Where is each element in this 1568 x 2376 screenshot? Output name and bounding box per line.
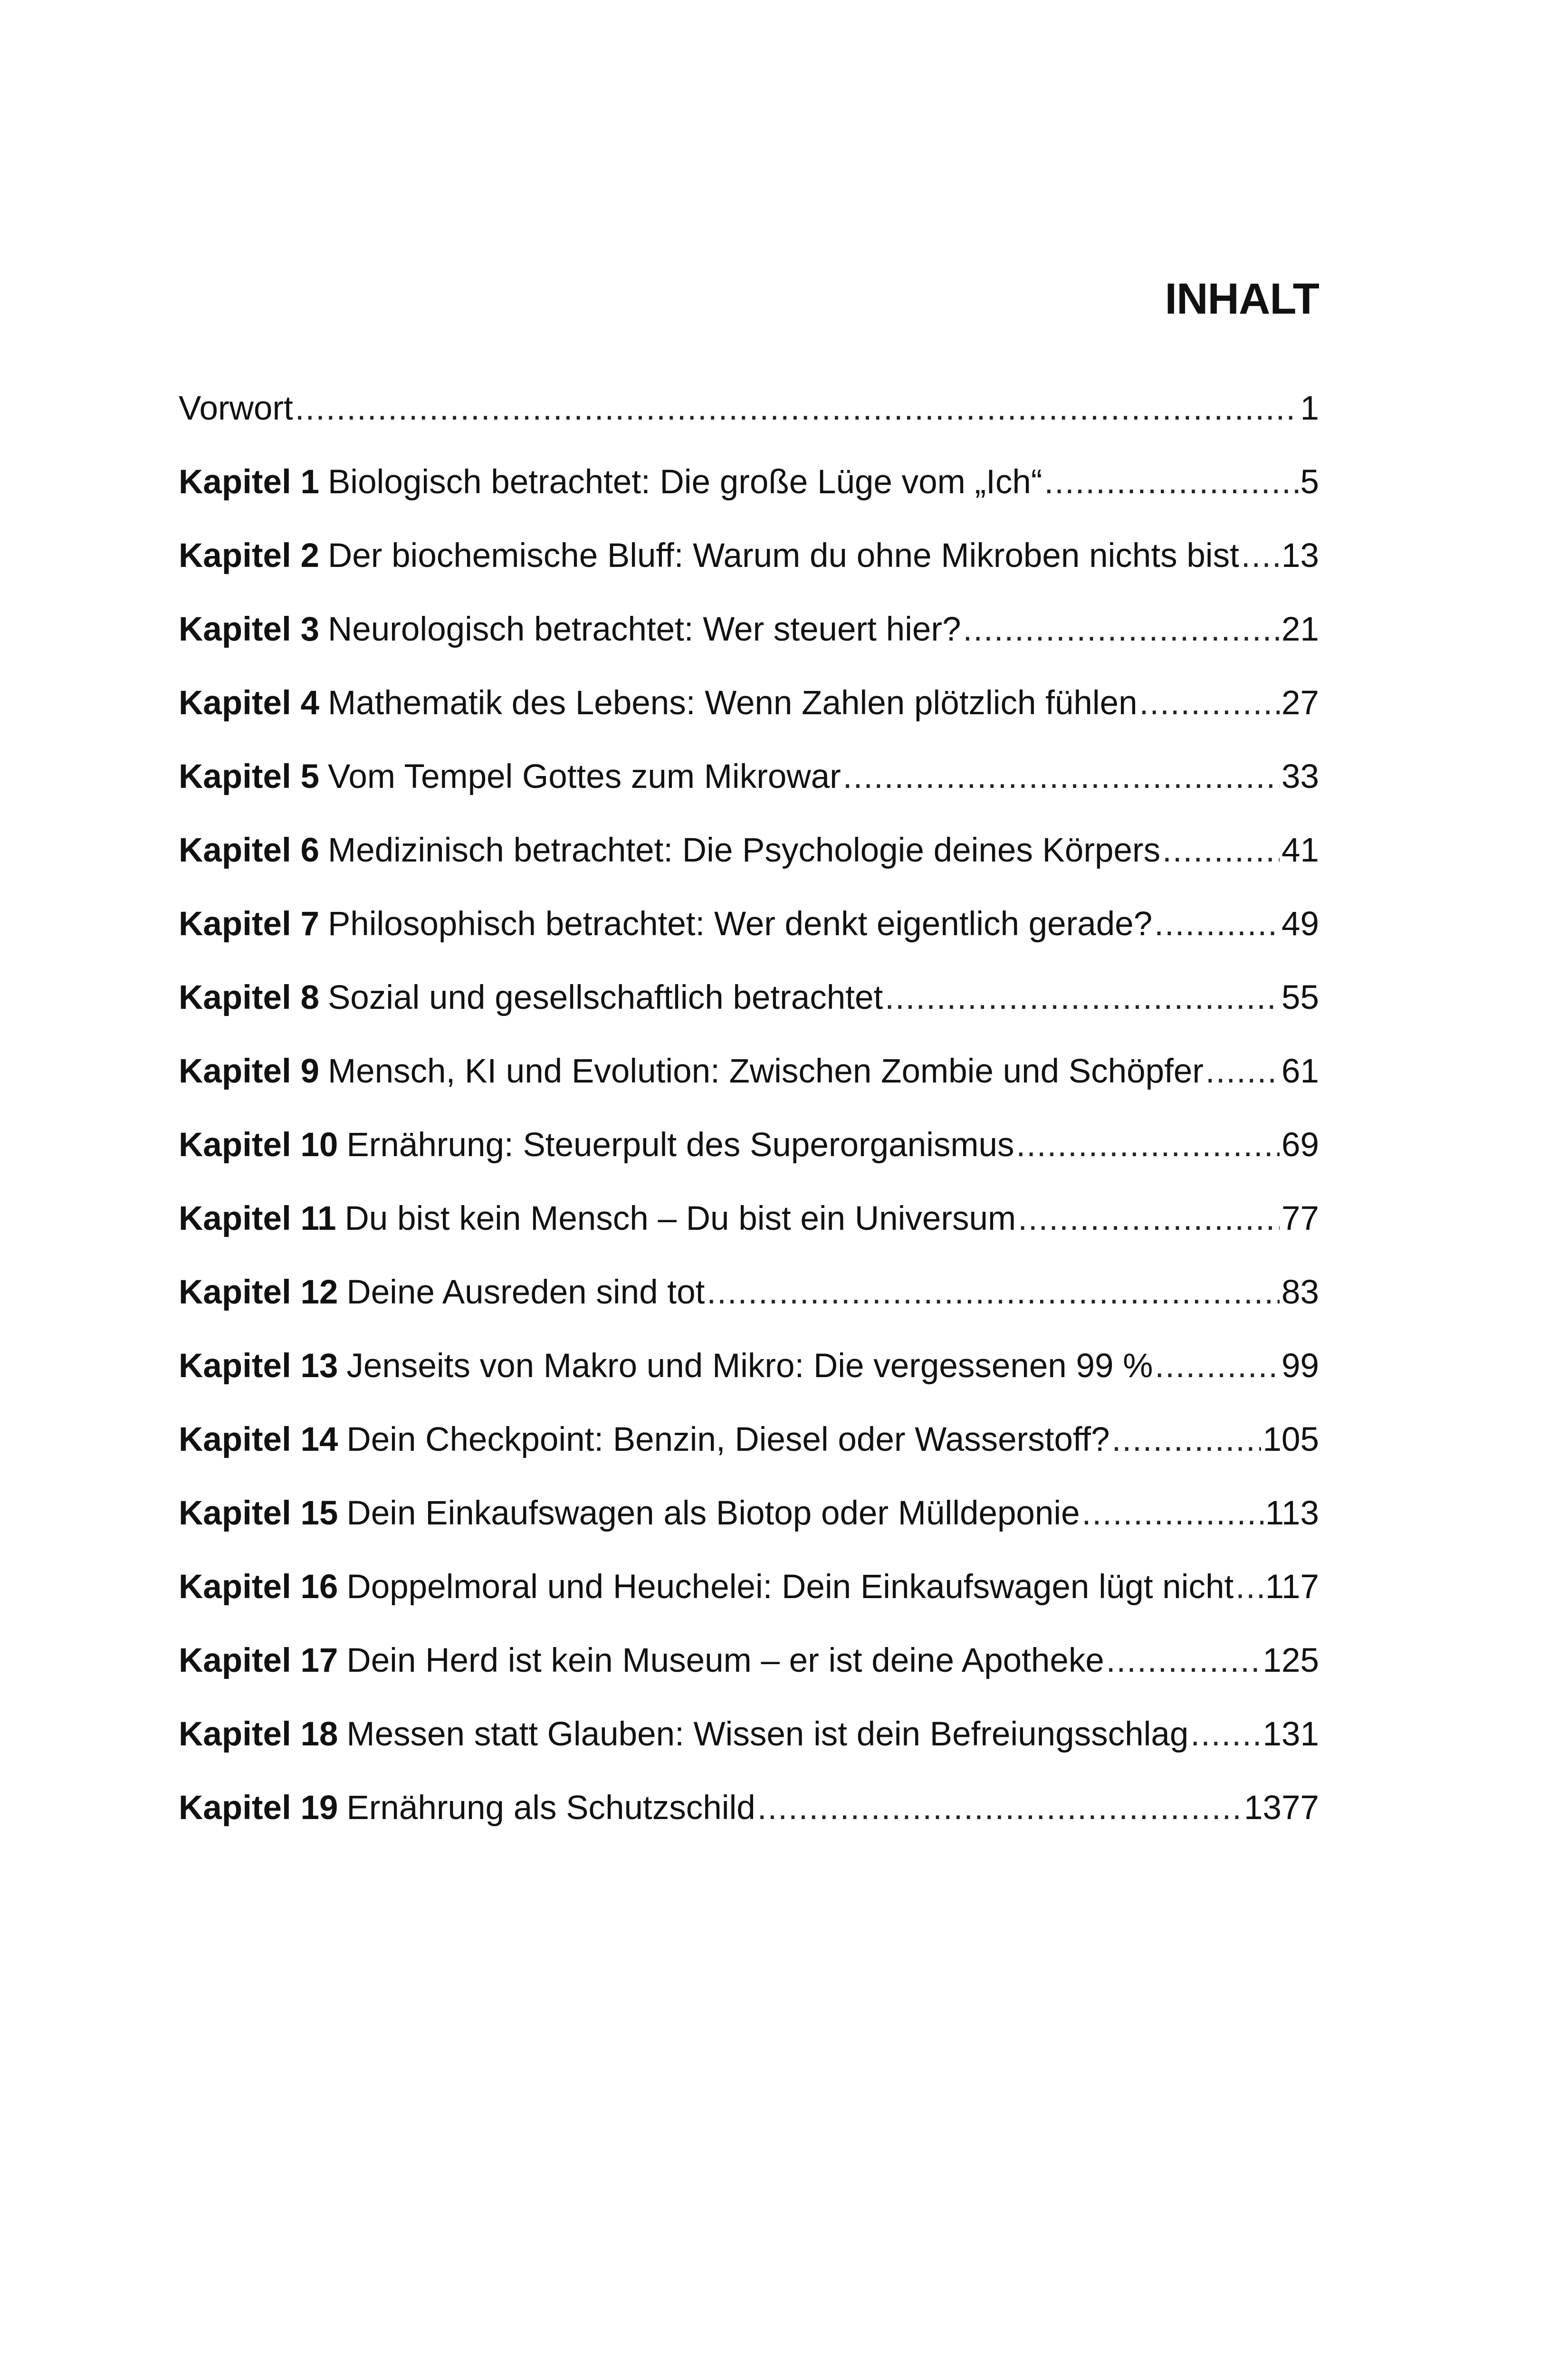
page-number: 125	[1262, 1642, 1319, 1679]
table-of-contents	[179, 380, 1319, 1853]
dot-leader	[963, 601, 1280, 658]
chapter-title: Mensch, KI und Evolution: Zwischen Zombie und Schöpfer	[327, 1053, 1204, 1090]
toc-entry	[179, 1485, 1319, 1559]
page-number: 105	[1262, 1421, 1319, 1458]
chapter-title: Ernährung: Steuerpult des Superorganismus	[346, 1126, 1014, 1164]
chapter-label: Kapitel 11	[179, 1200, 336, 1237]
dot-leader	[1106, 1632, 1261, 1689]
dot-leader	[1016, 1117, 1280, 1174]
page-number: 77	[1281, 1200, 1319, 1237]
toc-entry	[179, 1338, 1319, 1411]
page-number: 33	[1281, 758, 1319, 795]
page-number: 69	[1281, 1126, 1319, 1164]
chapter-title: Dein Checkpoint: Benzin, Diesel oder Wasserstoff?	[346, 1421, 1110, 1458]
page-number: 55	[1281, 979, 1319, 1016]
chapter-label: Kapitel 15	[179, 1495, 338, 1532]
dot-leader	[1155, 1338, 1280, 1395]
toc-entry	[179, 1117, 1319, 1190]
toc-entry	[179, 969, 1319, 1043]
chapter-title: Vom Tempel Gottes zum Mikrowar	[327, 758, 841, 795]
page-number: 61	[1281, 1053, 1319, 1090]
dot-leader	[1112, 1411, 1261, 1468]
chapter-title: Philosophisch betrachtet: Wer denkt eigentlich gerade?	[327, 905, 1153, 943]
chapter-title: Doppelmoral und Heuchelei: Dein Einkaufswagen lügt nicht	[346, 1568, 1234, 1606]
page-number: 83	[1281, 1274, 1319, 1311]
toc-entry	[179, 1780, 1319, 1853]
chapter-title: Neurologisch betrachtet: Wer steuert hier?	[327, 611, 961, 648]
dot-leader	[1139, 675, 1280, 732]
chapter-label: Kapitel 16	[179, 1568, 338, 1606]
dot-leader	[1018, 1190, 1280, 1247]
chapter-label: Kapitel 9	[179, 1053, 319, 1090]
chapter-label: Kapitel 14	[179, 1421, 338, 1458]
chapter-label: Kapitel 18	[179, 1715, 338, 1753]
chapter-title: Deine Ausreden sind tot	[346, 1274, 705, 1311]
page-number: 1	[1300, 390, 1319, 427]
toc-entry	[179, 454, 1319, 527]
toc-entry	[179, 896, 1319, 969]
chapter-title: Dein Einkaufswagen als Biotop oder Mülldeponie	[346, 1495, 1080, 1532]
chapter-label: Kapitel 5	[179, 758, 319, 795]
toc-entry	[179, 1706, 1319, 1780]
page-number: 5	[1300, 463, 1319, 501]
chapter-label: Kapitel 10	[179, 1126, 338, 1164]
dot-leader	[1162, 822, 1280, 879]
dot-leader	[1154, 896, 1280, 953]
toc-entry	[179, 675, 1319, 748]
page-number: 113	[1265, 1495, 1319, 1532]
page-number: 27	[1281, 684, 1319, 722]
chapter-title: Medizinisch betrachtet: Die Psychologie deines Körpers	[327, 832, 1161, 869]
dot-leader	[295, 380, 1299, 437]
chapter-title: Messen statt Glauben: Wissen ist dein Befreiungsschlag	[346, 1715, 1189, 1753]
page-number: 1377	[1244, 1789, 1319, 1827]
page-number: 13	[1281, 537, 1319, 575]
page-number: 21	[1281, 611, 1319, 648]
chapter-label: Kapitel 2	[179, 537, 319, 575]
toc-entry	[179, 1411, 1319, 1485]
dot-leader	[1044, 454, 1299, 511]
chapter-title: Sozial und gesellschaftlich betrachtet	[327, 979, 883, 1016]
toc-entry	[179, 1559, 1319, 1632]
chapter-title: Der biochemische Bluff: Warum du ohne Mikroben nichts bist	[327, 537, 1239, 575]
dot-leader	[1190, 1706, 1261, 1763]
dot-leader	[1082, 1485, 1263, 1542]
page-number: 49	[1281, 905, 1319, 943]
dot-leader	[1205, 1043, 1280, 1100]
chapter-label: Kapitel 12	[179, 1274, 338, 1311]
page-number: 41	[1281, 832, 1319, 869]
toc-entry	[179, 527, 1319, 601]
toc-entry	[179, 748, 1319, 822]
chapter-title: Ernährung als Schutzschild	[346, 1789, 755, 1827]
chapter-title: Vorwort	[179, 390, 293, 427]
chapter-label: Kapitel 13	[179, 1347, 338, 1385]
page-number: 131	[1262, 1715, 1319, 1753]
dot-leader	[1235, 1559, 1263, 1616]
chapter-label: Kapitel 19	[179, 1789, 338, 1827]
chapter-label: Kapitel 3	[179, 611, 319, 648]
chapter-label: Kapitel 1	[179, 463, 319, 501]
page-number: 99	[1281, 1347, 1319, 1385]
dot-leader	[885, 969, 1280, 1026]
toc-entry	[179, 601, 1319, 675]
toc-entry	[179, 822, 1319, 896]
toc-entry	[179, 1190, 1319, 1264]
chapter-label: Kapitel 7	[179, 905, 319, 943]
toc-entry	[179, 1264, 1319, 1338]
page-title: INHALT	[1165, 275, 1319, 323]
toc-entry	[179, 1632, 1319, 1706]
chapter-title: Mathematik des Lebens: Wenn Zahlen plötzlich fühlen	[327, 684, 1138, 722]
chapter-title: Du bist kein Mensch – Du bist ein Universum	[344, 1200, 1016, 1237]
chapter-title: Dein Herd ist kein Museum – er ist deine Apotheke	[346, 1642, 1104, 1679]
chapter-label: Kapitel 8	[179, 979, 319, 1016]
dot-leader	[707, 1264, 1280, 1321]
dot-leader	[1241, 527, 1280, 584]
chapter-label: Kapitel 17	[179, 1642, 338, 1679]
dot-leader	[757, 1780, 1242, 1837]
toc-entry	[179, 380, 1319, 454]
chapter-label: Kapitel 6	[179, 832, 319, 869]
dot-leader	[843, 748, 1280, 805]
chapter-label: Kapitel 4	[179, 684, 319, 722]
toc-entry	[179, 1043, 1319, 1117]
page-number: 117	[1265, 1568, 1319, 1606]
chapter-title: Biologisch betrachtet: Die große Lüge vom „Ich“	[327, 463, 1042, 501]
chapter-title: Jenseits von Makro und Mikro: Die vergessenen 99 %	[346, 1347, 1153, 1385]
